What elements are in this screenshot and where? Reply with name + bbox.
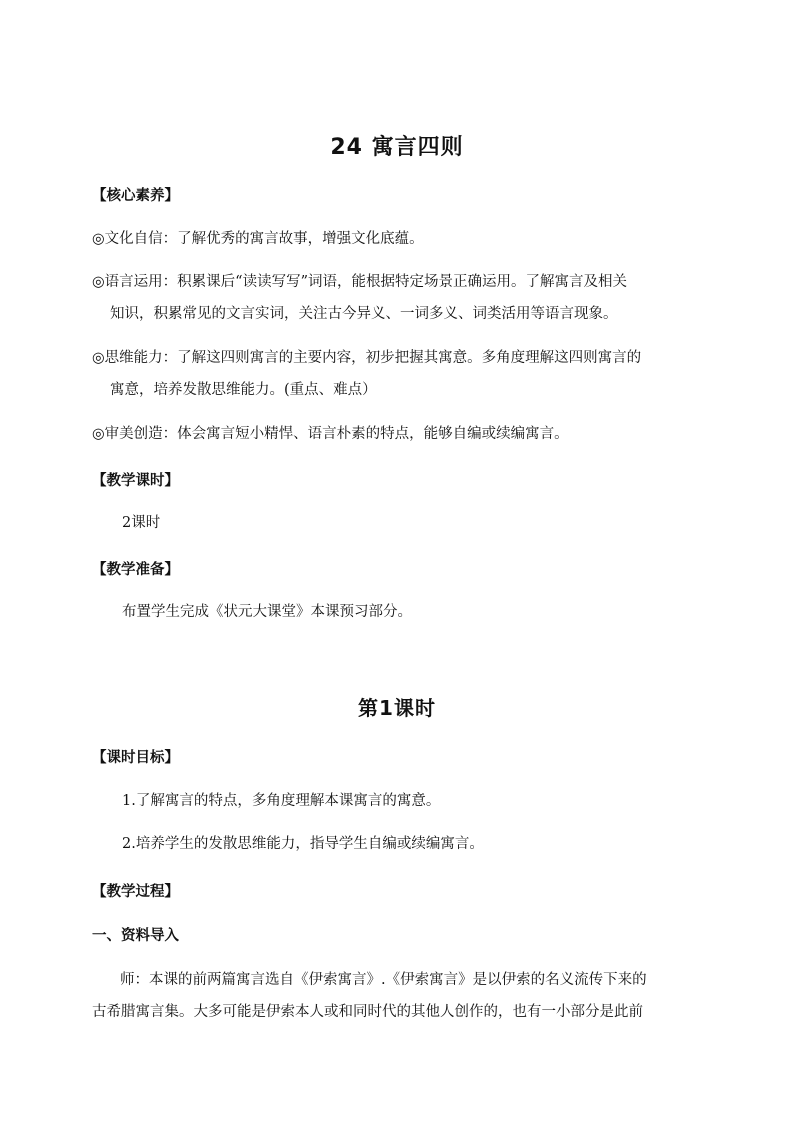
lesson-goal-2: 2.培养学生的发散思维能力，指导学生自编或续编寓言。 — [122, 836, 484, 852]
core-item-2-line2: 知识，积累常见的文言实词，关注古今异义、一词多义、词类活用等语言现象。 — [110, 306, 618, 322]
core-item-4 — [92, 418, 712, 450]
core-item-2 — [92, 266, 712, 330]
step1-paragraph-line2: 古希腊寓言集。大多可能是伊索本人或和同时代的其他人创作的，也有一小部分是此前 — [92, 1004, 643, 1020]
core-literacy-heading: 【核心素养】 — [92, 188, 179, 204]
lesson-goal-1: 1.了解寓言的特点，多角度理解本课寓言的寓意。 — [122, 793, 441, 809]
core-item-1 — [92, 223, 712, 255]
core-item-3-line2: 寓意，培养发散思维能力。(重点、难点） — [110, 382, 377, 398]
teaching-hours-heading: 【教学课时】 — [92, 473, 179, 489]
lesson-title: 24 寓言四则 — [330, 135, 464, 160]
core-item-3 — [92, 342, 712, 406]
core-item-1-line1: ◎文化自信：了解优秀的寓言故事，增强文化底蕴。 — [92, 231, 424, 247]
step1-paragraph-line1: 师：本课的前两篇寓言选自《伊索寓言》.《伊索寓言》是以伊索的名义流传下来的 — [120, 972, 647, 988]
step1-paragraph — [92, 964, 712, 1028]
lesson-goals-heading: 【课时目标】 — [92, 750, 179, 766]
teaching-hours-text: 2课时 — [122, 515, 161, 531]
core-item-4-line1: ◎审美创造：体会寓言短小精悍、语言朴素的特点，能够自编或续编寓言。 — [92, 426, 569, 442]
teaching-prep-heading: 【教学准备】 — [92, 562, 179, 578]
core-item-2-line1: ◎语言运用：积累课后“读读写写”词语，能根据特定场景正确运用。了解寓言及相关 — [92, 274, 627, 290]
step1-heading: 一、资料导入 — [92, 928, 179, 944]
teaching-prep-text: 布置学生完成《状元大课堂》本课预习部分。 — [122, 604, 412, 620]
lesson1-title: 第1课时 — [358, 696, 436, 720]
core-item-3-line1: ◎思维能力：了解这四则寓言的主要内容，初步把握其寓意。多角度理解这四则寓言的 — [92, 350, 642, 366]
teaching-process-heading: 【教学过程】 — [92, 884, 179, 900]
